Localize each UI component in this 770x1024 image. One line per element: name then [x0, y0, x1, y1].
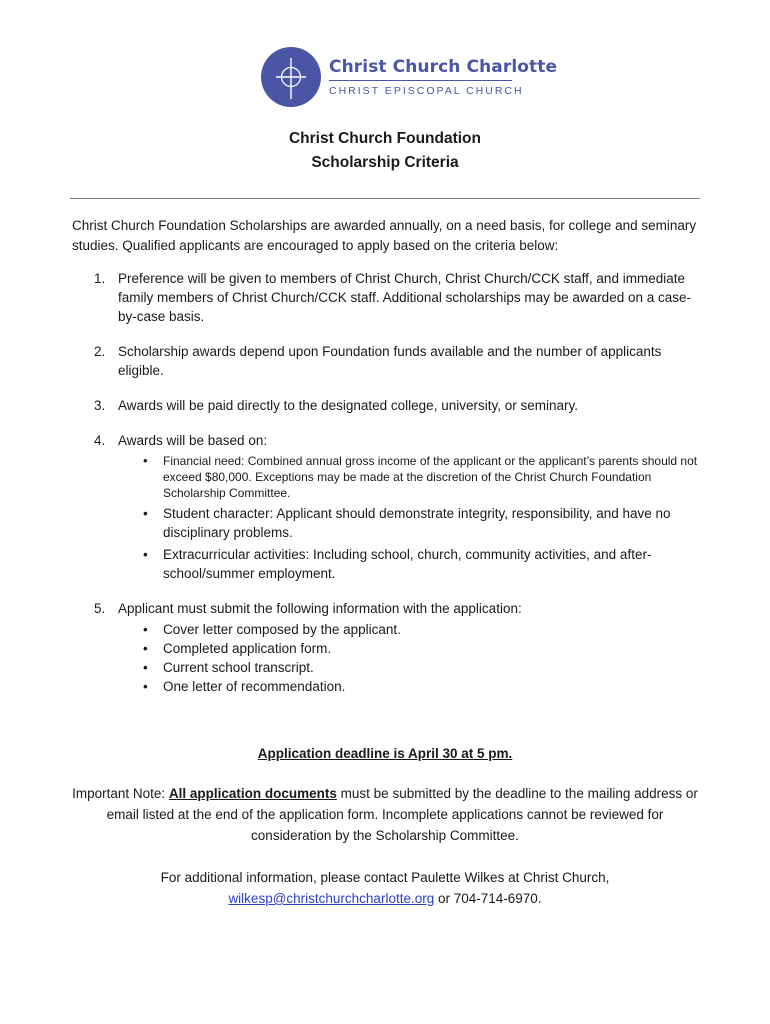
document-title: [0, 127, 770, 175]
title-divider: [70, 198, 700, 199]
criteria-text: Applicant must submit the following information with the application:: [118, 601, 522, 616]
criteria-text: Awards will be based on:: [118, 433, 268, 448]
criteria-list: [72, 269, 702, 696]
intro-paragraph: Christ Church Foundation Scholarships are awarded annually, on a need basis, for college and seminary studies. Qualified applicants are encouraged to apply based on the criteria below:: [72, 218, 697, 253]
note-prefix: Important Note:: [72, 786, 169, 801]
list-item: [118, 639, 702, 658]
list-item-text: Financial need: Combined annual gross income of the applicant or the applicant’s parents should not exceed $80,000. Exceptions may be made at the discretion of the Christ Church Foundation Scholarship Committee.: [163, 454, 698, 500]
church-logo: [261, 46, 557, 108]
criteria-text: Scholarship awards depend upon Foundation funds available and the number of applicants eligible.: [118, 344, 662, 378]
logo-text: [329, 57, 557, 97]
logo-title: Christ Church Charlotte: [329, 57, 558, 77]
list-item: [118, 677, 702, 696]
phone-text: or 704-714-6970.: [434, 891, 542, 906]
list-item: [118, 453, 702, 501]
criteria-number: 1.: [94, 271, 106, 286]
criteria-number: 3.: [94, 398, 106, 413]
criteria-item-1: [72, 269, 702, 326]
bullet: •: [143, 679, 148, 694]
criteria-text: Awards will be paid directly to the designated college, university, or seminary.: [118, 398, 578, 413]
list-item: [118, 658, 702, 677]
contact-text: For additional information, please contact Paulette Wilkes at Christ Church,: [160, 870, 610, 885]
criteria-item-5: [72, 599, 702, 696]
important-note: [72, 783, 698, 846]
email-link[interactable]: wilkesp@christchurchcharlotte.org: [228, 891, 435, 906]
list-item: [118, 504, 702, 542]
bullet: •: [143, 506, 148, 521]
criteria-sublist: [118, 620, 702, 696]
bullet: •: [143, 453, 148, 468]
criteria-sublist: [118, 453, 702, 583]
title-line-2: Scholarship Criteria: [311, 154, 459, 171]
bullet: •: [143, 641, 148, 656]
bullet: •: [143, 622, 148, 637]
note-emphasis: All application documents: [168, 786, 337, 801]
bullet: •: [143, 660, 148, 675]
application-deadline: Application deadline is April 30 at 5 pm.: [257, 746, 513, 761]
contact-info: [72, 867, 698, 909]
list-item-text: Completed application form.: [163, 641, 332, 656]
logo-subtitle: CHRIST EPISCOPAL CHURCH: [329, 85, 524, 97]
criteria-number: 5.: [94, 601, 106, 616]
list-item-text: Current school transcript.: [163, 660, 314, 675]
criteria-number: 4.: [94, 433, 106, 448]
list-item-text: One letter of recommendation.: [163, 679, 346, 694]
list-item: [118, 545, 702, 583]
criteria-number: 2.: [94, 344, 106, 359]
criteria-item-4: [72, 431, 702, 583]
cross-seal-icon: [261, 47, 321, 107]
title-line-1: Christ Church Foundation: [288, 130, 481, 147]
criteria-text: Preference will be given to members of Christ Church, Christ Church/CCK staff, and immediate family members of Christ Church/CCK staff. Additional scholarships may be awarded on a case-by-case basis.: [118, 271, 691, 324]
list-item-text: Student character: Applicant should demonstrate integrity, responsibility, and have no disciplinary problems.: [163, 506, 671, 540]
list-item-text: Cover letter composed by the applicant.: [163, 622, 401, 637]
logo-divider: [329, 80, 512, 81]
list-item: [118, 620, 702, 639]
contact-line-2: [72, 888, 698, 909]
criteria-item-3: [72, 396, 702, 415]
note-text: must be submitted by the deadline to the mailing address or email listed at the end of the application form. Incomplete applications cannot be reviewed for consideration by the Scholarship Committee.: [106, 786, 698, 843]
criteria-item-2: [72, 342, 702, 380]
bullet: •: [143, 547, 148, 562]
list-item-text: Extracurricular activities: Including school, church, community activities, and after-school/summer employment.: [163, 547, 652, 581]
